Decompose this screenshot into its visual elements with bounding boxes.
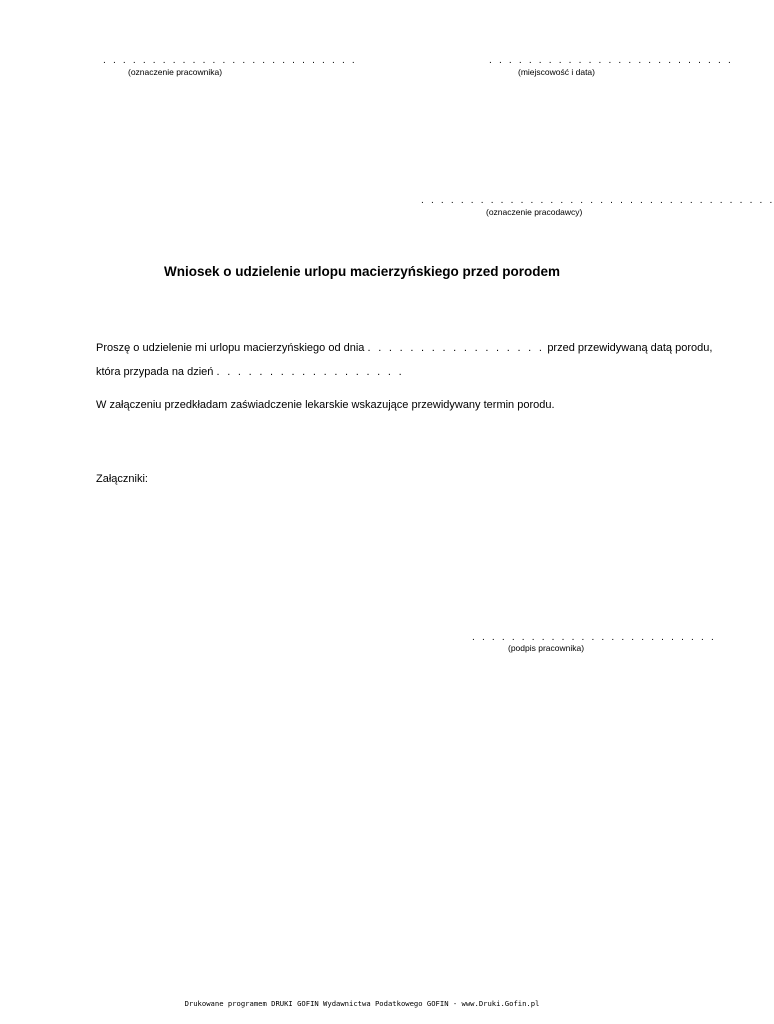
- employer-caption: (oznaczenie pracodawcy): [486, 207, 583, 217]
- attachments-label: Załączniki:: [96, 473, 148, 485]
- line2-text-before: która przypada na dzień: [96, 366, 214, 378]
- place-date-caption: (miejscowość i data): [518, 67, 595, 77]
- employee-dotted-line: . . . . . . . . . . . . . . . . . . . . . . . . . .: [103, 55, 357, 66]
- document-title: Wniosek o udzielenie urlopu macierzyńskiego przed porodem: [163, 264, 561, 279]
- footer-note: Drukowane programem DRUKI GOFIN Wydawnictwa Podatkowego GOFIN - www.Druki.Gofin.pl: [184, 999, 540, 1008]
- start-date-dotted-line: . . . . . . . . . . . . . . . . .: [367, 342, 545, 354]
- line1-text-before: Proszę o udzielenie mi urlopu macierzyńskiego od dnia: [96, 342, 365, 354]
- body-line-3: W załączeniu przedkładam zaświadczenie lekarskie wskazujące przewidywany termin porodu.: [96, 399, 555, 411]
- employer-dotted-line: . . . . . . . . . . . . . . . . . . . . . . . . . . . . . . . . . . . .: [421, 195, 774, 206]
- body-line-1: [96, 341, 712, 355]
- due-date-dotted-line: . . . . . . . . . . . . . . . . . .: [216, 366, 404, 378]
- signature-dotted-line: . . . . . . . . . . . . . . . . . . . . . . . . .: [472, 632, 716, 643]
- body-line-2: [96, 365, 404, 379]
- line1-text-after: przed przewidywaną datą porodu,: [547, 342, 713, 354]
- employee-caption: (oznaczenie pracownika): [128, 67, 223, 77]
- place-date-dotted-line: . . . . . . . . . . . . . . . . . . . . . . . . .: [489, 55, 733, 66]
- signature-caption: (podpis pracownika): [508, 643, 585, 653]
